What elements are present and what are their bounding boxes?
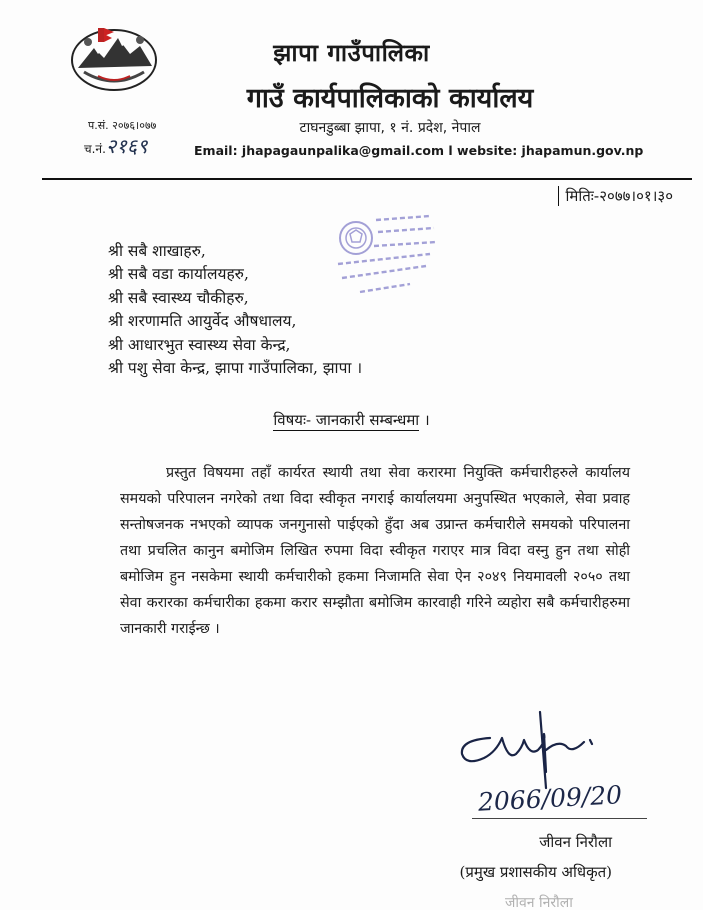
subject-text: विषयः- जानकारी सम्बन्धमा [273,411,420,429]
office-title: गाउँ कार्यपालिकाको कार्यालय [246,83,534,114]
office-address: टाघनडुब्बा झापा, १ नं. प्रदेश, नेपाल [299,120,481,136]
addressee-item: श्री आधारभुत स्वास्थ्य सेवा केन्द्र, [108,335,291,354]
signatory-designation: (प्रमुख प्रशासकीय अधिकृत) [459,863,612,881]
addressee-item: श्री सबै शाखाहरु, [108,242,206,260]
body-paragraph: प्रस्तुत विषयमा तहाँ कार्यरत स्थायी तथा सेवा करारमा नियुक्ति कर्मचारीहरुले कार्यालय समयको परिपालन नगरेको तथा विदा स्वीकृत नगराई कार्यालयमा अनुपस्थित भएकाले, सेवा प्रवाह सन्तोषजनक नभएको व्यापक जनगुनासो पाईएको हुँदा अब उप्रान्त कर्मचारीले समयको परिपालना तथा प्रचलित कानुन बमोजिम लिखित रुपमा विदा स्वीकृत गराएर मात्र विदा वस्नु हुन तथा सोही बमोजिम हुन नसकेमा स्थायी कर्मचारीको हकमा निजामति सेवा ऐन २०४९ नियमावली २०५० तथा सेवा करारका कर्मचारीका हकमा करार सम्झौता बमोजिम कारवाही गरिने व्यहोरा सबै कर्मचारीहरुमा जानकारी गराईन्छ । [120,465,630,637]
addressee-item: श्री सबै स्वास्थ्य चौकीहरु, [108,288,249,307]
office-name: झापा गाउँपालिका [273,39,430,67]
addressee-item: श्री शरणामति आयुर्वेद औषधालय, [108,312,297,331]
name-stamp: जीवन निरौला [505,895,573,911]
addressee-item: श्री पशु सेवा केन्द्र, झापा गाउँपालिका, झापा । [108,359,363,378]
reference-number: प.सं. २०७६।०७७ [88,119,157,132]
dispatch-value: २१६९ [105,134,148,158]
signature-date: 2066/09/20 [477,780,623,817]
dispatch-number [84,132,148,159]
subject-end: । [419,411,430,429]
addressee-list [108,240,362,380]
letter-body [120,460,630,642]
signature-line [472,818,647,819]
addressee-item: श्री सबै वडा कार्यालयहरु, [108,265,249,284]
letter-date: मितिः-२०७७।०१।३० [558,186,673,206]
letter-subject [0,410,703,430]
dispatch-label: च.नं. [84,142,106,156]
office-contact: Email: jhapagaunpalika@gmail.com l website: jhapamun.gov.np [194,143,644,158]
header-divider [42,178,692,180]
signatory-name: जीवन निरौला [539,833,612,851]
